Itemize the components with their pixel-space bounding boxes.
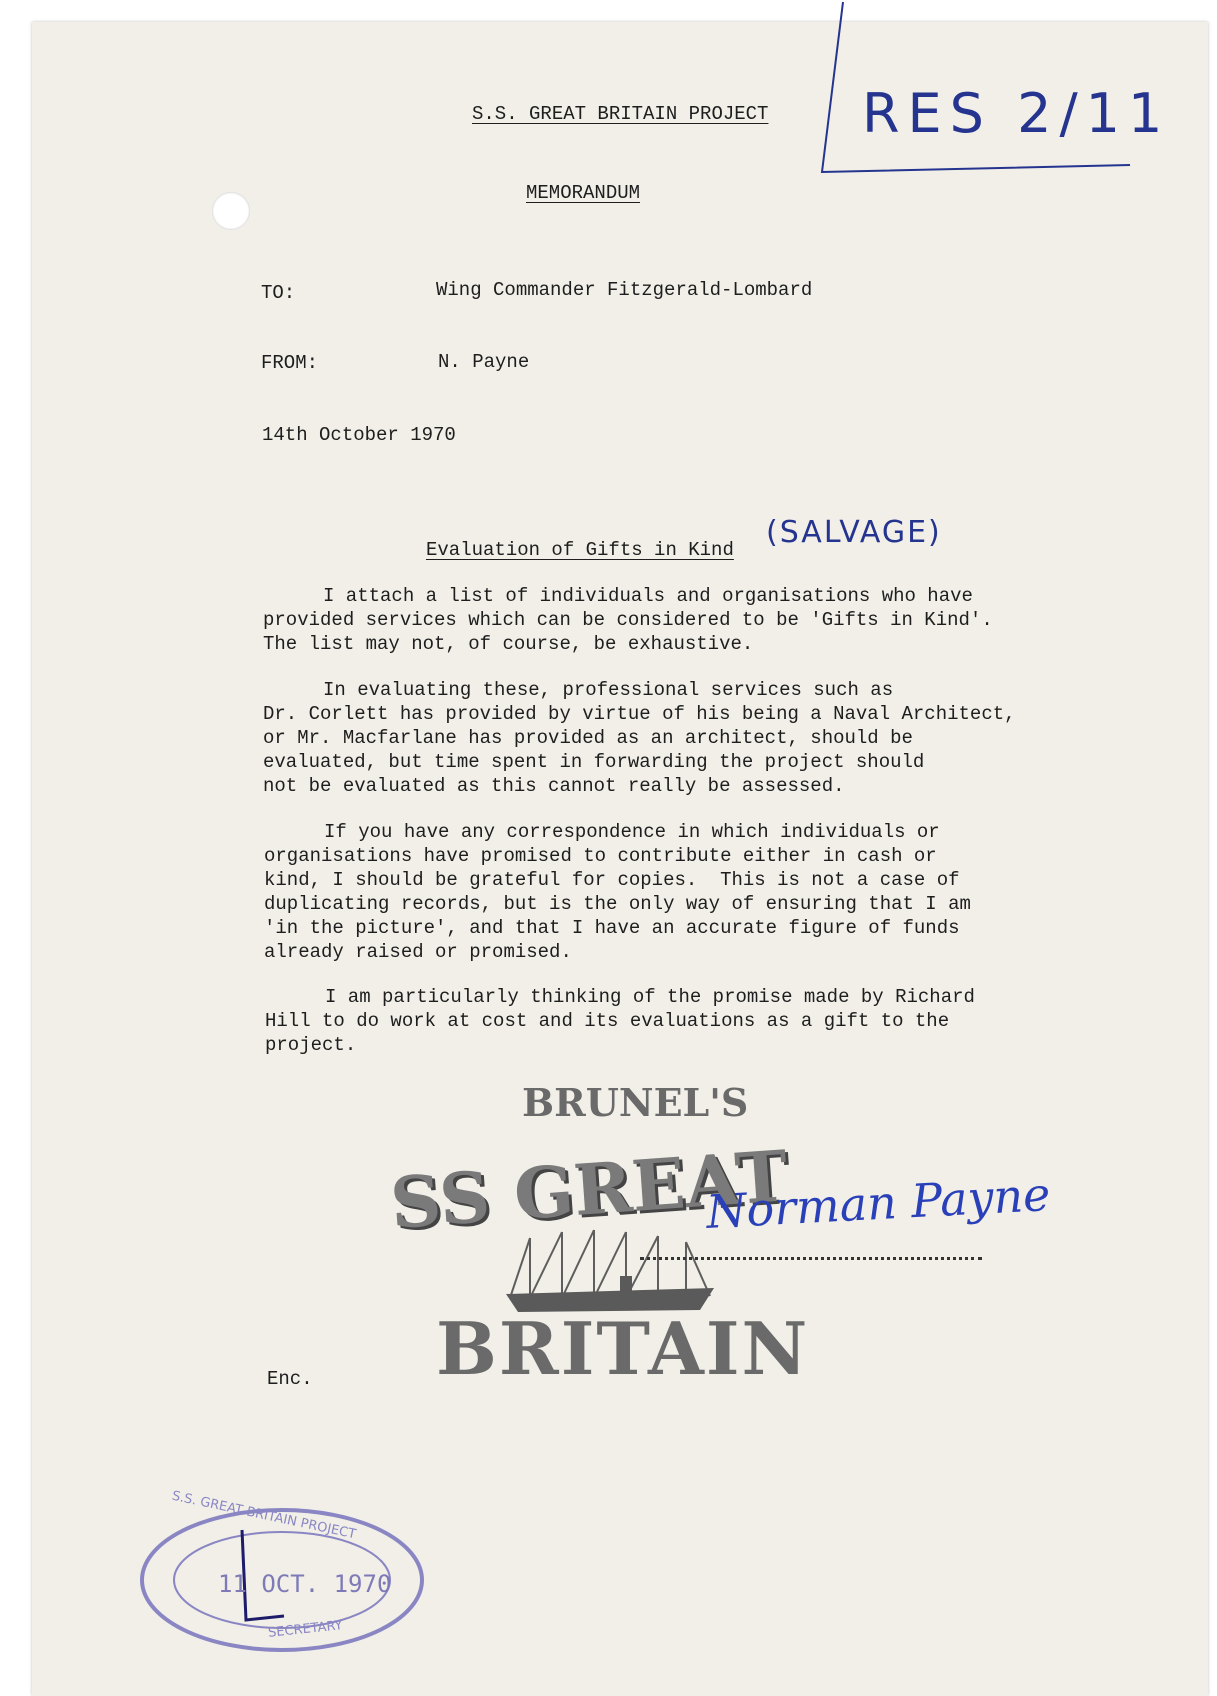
stamp-role: SECRETARY bbox=[267, 1618, 344, 1641]
stamp-org: S.S. GREAT BRITAIN PROJECT bbox=[170, 1488, 358, 1543]
paragraph-2 bbox=[263, 678, 1016, 798]
paragraph-1 bbox=[263, 584, 993, 656]
watermark-brunels: BRUNEL'S bbox=[522, 1080, 749, 1125]
signature: Norman Payne bbox=[704, 1167, 1052, 1239]
paragraph-line: kind, I should be grateful for copies. This is not a case of bbox=[264, 869, 960, 891]
ship-illustration bbox=[500, 1228, 720, 1318]
paragraph-line: project. bbox=[265, 1034, 357, 1056]
paragraph-line: 'in the picture', and that I have an accurate figure of funds bbox=[264, 917, 960, 939]
paragraph-line: already raised or promised. bbox=[264, 941, 572, 963]
punch-hole bbox=[212, 192, 250, 230]
reference-annotation: RES 2/11 bbox=[862, 82, 1171, 145]
project-heading: S.S. GREAT BRITAIN PROJECT bbox=[472, 103, 769, 125]
paragraph-line: If you have any correspondence in which individuals or bbox=[324, 821, 940, 843]
watermark-ss-great: SS GREAT bbox=[387, 1134, 791, 1245]
from-value: N. Payne bbox=[438, 351, 530, 373]
enclosure-label: Enc. bbox=[267, 1368, 313, 1390]
paragraph-line: I attach a list of individuals and organisations who have bbox=[323, 585, 973, 607]
memo-heading: MEMORANDUM bbox=[526, 182, 641, 204]
memo-date: 14th October 1970 bbox=[262, 424, 456, 446]
paragraph-line: organisations have promised to contribute either in cash or bbox=[264, 845, 937, 867]
paragraph-line: duplicating records, but is the only way of ensuring that I am bbox=[264, 893, 971, 915]
paragraph-line: provided services which can be considered to be 'Gifts in Kind'. bbox=[263, 609, 993, 631]
paragraph-line: Hill to do work at cost and its evaluations as a gift to the bbox=[265, 1010, 950, 1032]
subject-handwritten-note: (SALVAGE) bbox=[766, 515, 942, 550]
signature-line bbox=[640, 1257, 982, 1260]
watermark-britain: BRITAIN bbox=[436, 1306, 810, 1391]
paragraph-line: Dr. Corlett has provided by virtue of his being a Naval Architect, bbox=[263, 703, 1016, 725]
to-value: Wing Commander Fitzgerald-Lombard bbox=[436, 279, 813, 301]
paragraph-3 bbox=[264, 820, 971, 964]
paragraph-line: not be evaluated as this cannot really be assessed. bbox=[263, 775, 845, 797]
paragraph-line: or Mr. Macfarlane has provided as an architect, should be bbox=[263, 727, 913, 749]
from-label: FROM: bbox=[261, 352, 319, 374]
stamp-date: 11 OCT. 1970 bbox=[218, 1570, 392, 1598]
paragraph-line: evaluated, but time spent in forwarding the project should bbox=[263, 751, 925, 773]
subject-title: Evaluation of Gifts in Kind bbox=[426, 539, 734, 561]
paragraph-4 bbox=[265, 985, 975, 1057]
paragraph-line: In evaluating these, professional services such as bbox=[323, 679, 894, 701]
to-label: TO: bbox=[261, 282, 296, 304]
paragraph-line: The list may not, of course, be exhaustive. bbox=[263, 633, 754, 655]
paragraph-line: I am particularly thinking of the promise made by Richard bbox=[325, 986, 975, 1008]
